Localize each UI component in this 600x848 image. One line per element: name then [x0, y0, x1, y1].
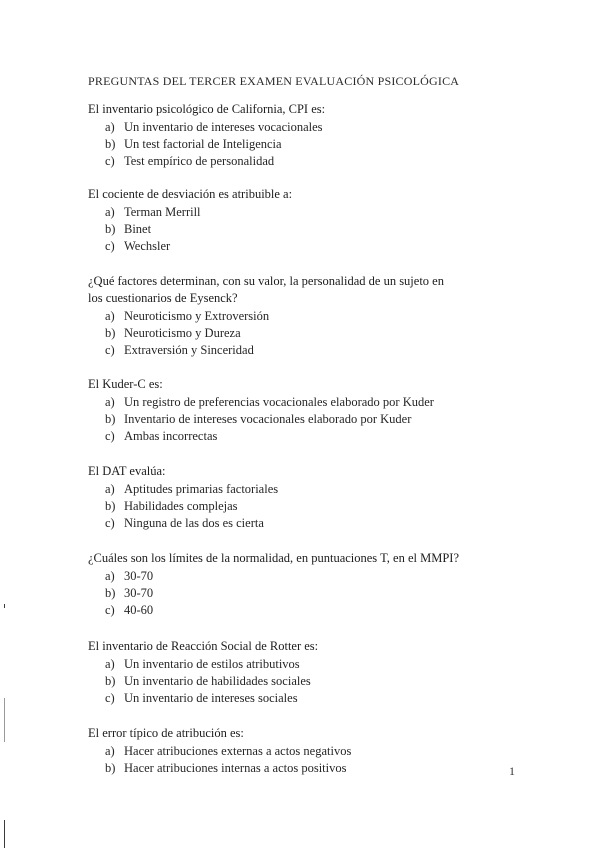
option-letter: a): [105, 657, 115, 671]
option-letter: a): [105, 482, 115, 496]
option-letter: b): [105, 326, 116, 340]
option-letter: b): [105, 222, 116, 236]
question-text: El Kuder-C es:: [88, 377, 163, 391]
option-text: Aptitudes primarias factoriales: [124, 482, 279, 496]
question-text: El inventario psicológico de California, CPI es:: [88, 102, 326, 116]
scan-mark: [4, 698, 5, 742]
option-text: Un registro de preferencias vocacionales elaborado por Kuder: [124, 395, 434, 409]
option-text: Wechsler: [124, 239, 171, 253]
option-letter: c): [105, 603, 115, 617]
answer-option: [105, 136, 488, 153]
option-letter: a): [105, 205, 115, 219]
option-text: Terman Merrill: [124, 205, 201, 219]
answer-option: [105, 204, 488, 221]
question-item: [88, 725, 488, 777]
answer-option: [105, 656, 488, 673]
answer-option: [105, 743, 488, 760]
option-letter: a): [105, 120, 115, 134]
answer-options: [88, 308, 488, 359]
option-letter: b): [105, 761, 116, 775]
answer-options: [88, 656, 488, 707]
scan-mark: [4, 604, 5, 608]
option-text: Test empírico de personalidad: [124, 154, 275, 168]
question-text: ¿Cuáles son los límites de la normalidad, en puntuaciones T, en el MMPI?: [88, 551, 459, 565]
question-item: [88, 101, 488, 170]
answer-option: [105, 342, 488, 359]
option-text: Ninguna de las dos es cierta: [124, 516, 264, 530]
answer-option: [105, 238, 488, 255]
answer-options: [88, 394, 488, 445]
answer-option: [105, 325, 488, 342]
question-text: El DAT evalúa:: [88, 464, 166, 478]
answer-options: [88, 119, 488, 170]
option-letter: a): [105, 309, 115, 323]
answer-option: [105, 428, 488, 445]
question-text: El inventario de Reacción Social de Rotter es:: [88, 639, 319, 653]
question-item: [88, 273, 488, 359]
option-letter: c): [105, 429, 115, 443]
option-text: Inventario de intereses vocacionales elaborado por Kuder: [124, 412, 412, 426]
answer-option: [105, 673, 488, 690]
question-text: ¿Qué factores determinan, con su valor, la personalidad de un sujeto en los cuestionarios de Eysenck?: [88, 274, 444, 305]
answer-option: [105, 411, 488, 428]
answer-option: [105, 585, 488, 602]
scan-mark: [4, 820, 5, 848]
option-letter: b): [105, 586, 116, 600]
answer-options: [88, 204, 488, 255]
answer-option: [105, 221, 488, 238]
option-letter: a): [105, 569, 115, 583]
answer-options: [88, 481, 488, 532]
option-text: Un test factorial de Inteligencia: [124, 137, 282, 151]
answer-option: [105, 308, 488, 325]
answer-option: [105, 515, 488, 532]
option-letter: b): [105, 674, 116, 688]
option-text: 30-70: [124, 586, 154, 600]
option-text: Hacer atribuciones internas a actos positivos: [124, 761, 347, 775]
answer-options: [88, 743, 488, 777]
answer-option: [105, 481, 488, 498]
option-text: Habilidades complejas: [124, 499, 238, 513]
option-letter: c): [105, 691, 115, 705]
question-item: [88, 376, 488, 445]
option-text: Extraversión y Sinceridad: [124, 343, 254, 357]
option-letter: c): [105, 239, 115, 253]
question-item: [88, 463, 488, 532]
answer-option: [105, 119, 488, 136]
option-text: Hacer atribuciones externas a actos negativos: [124, 744, 352, 758]
answer-option: [105, 394, 488, 411]
option-text: Un inventario de habilidades sociales: [124, 674, 311, 688]
answer-option: [105, 153, 488, 170]
option-text: 30-70: [124, 569, 154, 583]
option-letter: b): [105, 137, 116, 151]
answer-option: [105, 760, 488, 777]
option-letter: a): [105, 744, 115, 758]
question-list: [88, 101, 488, 793]
answer-options: [88, 568, 488, 619]
page-number: 1: [509, 764, 515, 778]
option-text: Ambas incorrectas: [124, 429, 218, 443]
option-letter: c): [105, 154, 115, 168]
option-letter: c): [105, 343, 115, 357]
option-letter: b): [105, 499, 116, 513]
question-item: [88, 550, 488, 619]
document-title: PREGUNTAS DEL TERCER EXAMEN EVALUACIÓN PSICOLÓGICA: [88, 74, 460, 88]
question-item: [88, 186, 488, 255]
answer-option: [105, 568, 488, 585]
question-text: El cociente de desviación es atribuible a:: [88, 187, 293, 201]
answer-option: [105, 498, 488, 515]
answer-option: [105, 602, 488, 619]
option-letter: c): [105, 516, 115, 530]
option-text: Un inventario de estilos atributivos: [124, 657, 300, 671]
option-text: Neuroticismo y Extroversión: [124, 309, 270, 323]
option-text: Un inventario de intereses vocacionales: [124, 120, 323, 134]
question-text: El error típico de atribución es:: [88, 726, 244, 740]
option-text: 40-60: [124, 603, 154, 617]
answer-option: [105, 690, 488, 707]
option-letter: b): [105, 412, 116, 426]
option-text: Neuroticismo y Dureza: [124, 326, 241, 340]
option-text: Binet: [124, 222, 152, 236]
option-letter: a): [105, 395, 115, 409]
question-item: [88, 638, 488, 707]
option-text: Un inventario de intereses sociales: [124, 691, 298, 705]
